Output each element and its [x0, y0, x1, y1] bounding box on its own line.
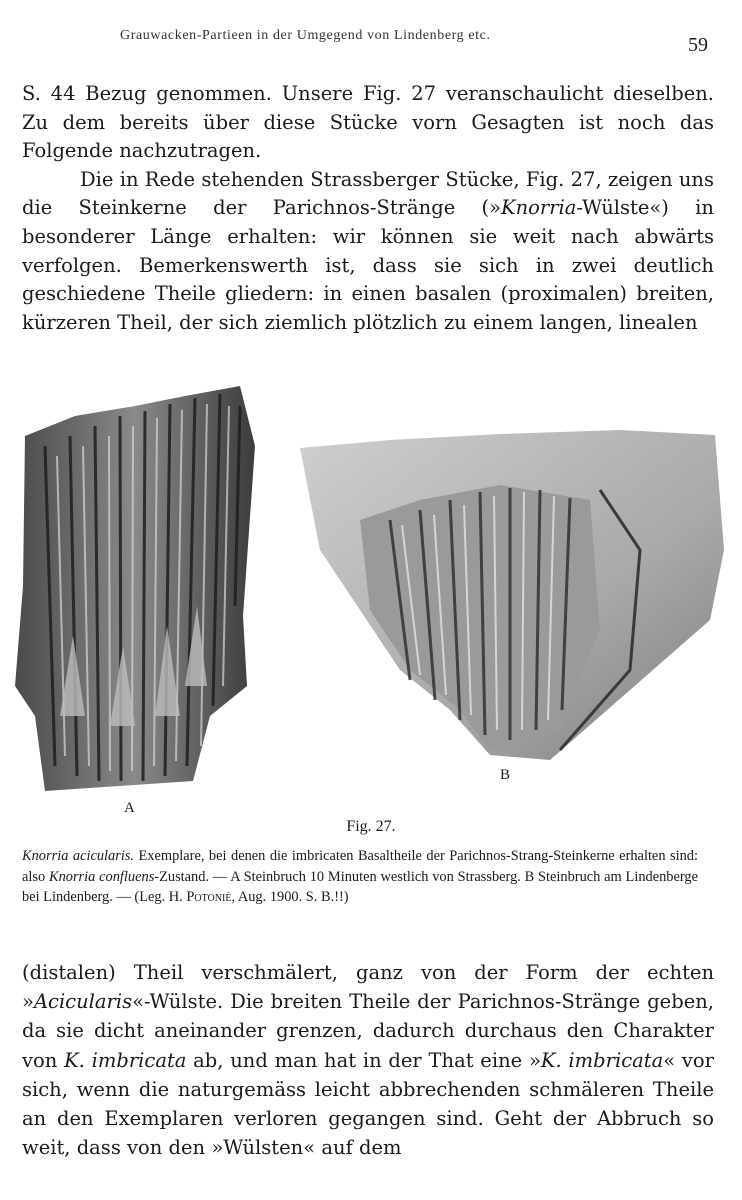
caption-author: Potonié: [186, 889, 232, 905]
caption-species: Knorria acicularis.: [22, 848, 135, 864]
paragraph: S. 44 Bezug genommen. Unsere Fig. 27 veranschaulicht dieselben. Zu dem bereits über diese Stücke vorn Gesagten ist noch das Folgende nachzutragen.: [22, 82, 714, 163]
body-text-bottom: [22, 958, 714, 1162]
running-title: Grauwacken-Partieen in der Umgegend von Lindenberg etc.: [120, 28, 491, 43]
figure-label-a: A: [124, 800, 135, 816]
caption-species: Knorria confluens: [48, 868, 155, 885]
italic-term: K. imbricata: [64, 1048, 187, 1072]
paragraph: [22, 166, 714, 338]
caption-text: Exemplare, bei denen die imbricaten Basaltheile der Parichnos-Strang-Steinkerne erhalten sind: also: [22, 848, 698, 885]
text-run: « vor sich, wenn die naturgemäss leicht abbrechenden schmäleren Theile an den Exemplaren verloren gegangen sind. Geht der Abbruch so weit, dass von den »Wülsten« auf dem: [22, 1048, 714, 1160]
text-run: Die in Rede stehenden Strassberger Stücke, Fig. 27, zeigen uns die Steinkerne der Parichnos-Stränge (»: [22, 167, 714, 220]
text-run: (distalen) Theil verschmälert, ganz von der Form der echten »: [22, 961, 714, 1014]
text-run: «-Wülste. Die breiten Theile der Parichnos-Stränge geben, da sie dicht aneinander grenzen, dadurch durchaus den Charakter von: [22, 990, 714, 1072]
figure-number: Fig. 27.: [346, 818, 396, 835]
italic-term: Knorria: [501, 196, 577, 220]
text-run: -Wülste«) in besonderer Länge erhalten: wir können sie weit nach abwärts verfolgen. Bemerkenswerth ist, dass sie sich in zwei deutlich geschiedene Theile gliedern: in einen basalen (proximalen) breiten, kürzeren Theil, der sich ziemlich plötzlich zu einem langen, linealen: [22, 196, 714, 334]
fossil-specimen-a-image: [15, 386, 255, 794]
page-number: 59: [688, 34, 708, 56]
caption-text: , Aug. 1900. S. B.!!): [231, 889, 349, 905]
italic-term: Acicularis: [33, 990, 133, 1014]
figure-label-b: B: [500, 767, 511, 783]
caption-text: -Zustand. — A Steinbruch 10 Minuten westlich von Strassberg. B Steinbruch am Lindenberge bei Lindenberg. — (Leg. H.: [22, 868, 698, 905]
text-run: ab, und man hat in der That eine »: [186, 1048, 541, 1072]
fossil-specimen-b-image: [300, 430, 724, 760]
italic-term: K. imbricata: [540, 1048, 664, 1072]
body-text-top: [22, 80, 714, 337]
paragraph: [22, 958, 714, 1162]
figure-caption: [22, 846, 698, 908]
